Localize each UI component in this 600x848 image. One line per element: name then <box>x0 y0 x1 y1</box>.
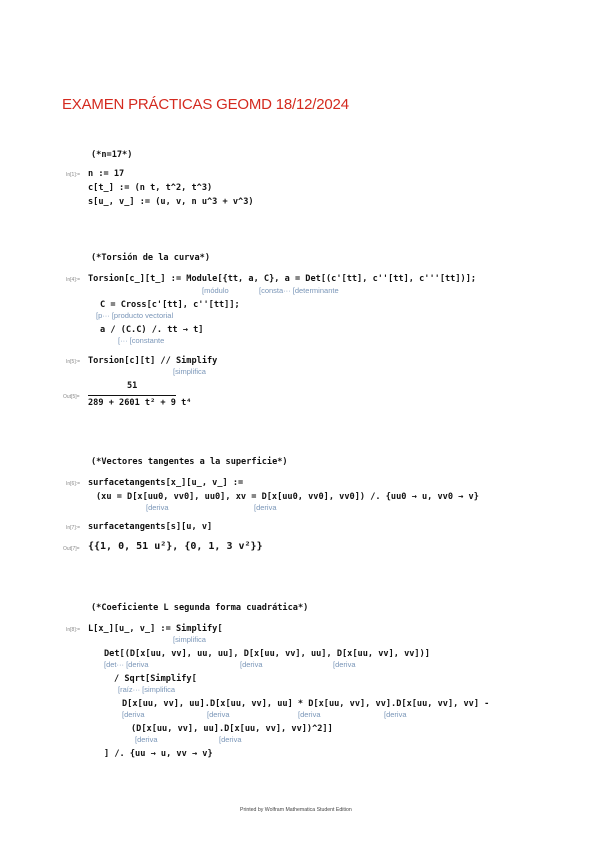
fraction-denominator: 289 + 2601 t² + 9 t⁴ <box>88 398 192 408</box>
comment-tangentes: (*Vectores tangentes a la superficie*) <box>91 457 288 467</box>
code-line-surfacetangents-def[interactable]: surfacetangents[x_][u_, v_] := <box>88 478 244 488</box>
hint-simplifica-l: [simplifica <box>173 635 206 644</box>
hint-deriva-xv: [deriva <box>254 503 277 512</box>
hint-deriva-5b: [deriva <box>219 735 242 744</box>
code-line-square[interactable]: (D[x[uu, vv], uu].D[x[uu, vv], vv])^2]] <box>131 724 333 734</box>
input-label-1: In[1]:= <box>66 172 81 178</box>
hint-det: [consta··· [determinante <box>259 286 339 295</box>
input-label-8: In[8]:= <box>66 627 81 633</box>
code-line-det[interactable]: Det[(D[x[uu, vv], uu, uu], D[x[uu, vv], uu], D[x[uu, vv], vv])] <box>104 649 430 659</box>
code-line-n[interactable]: n := 17 <box>88 169 125 179</box>
hint-deriva-5a: [deriva <box>135 735 158 744</box>
comment-n: (*n=17*) <box>91 150 133 160</box>
hint-det-deriva: [det··· [deriva <box>104 660 149 669</box>
hint-deriva-2: [deriva <box>240 660 263 669</box>
code-line-product[interactable]: D[x[uu, vv], uu].D[x[uu, vv], uu] * D[x[uu, vv], vv].D[x[uu, vv], vv] - <box>122 699 490 709</box>
hint-deriva-4c: [deriva <box>298 710 321 719</box>
code-line-surfacetangents-body[interactable]: (xu = D[x[uu0, vv0], uu0], xv = D[x[uu0, vv0], vv0]) /. {uu0 → u, vv0 → v} <box>96 492 479 502</box>
output-label-5: Out[5]= <box>63 394 80 400</box>
code-line-simplify[interactable]: Torsion[c][t] // Simplify <box>88 356 218 366</box>
code-line-sqrt[interactable]: / Sqrt[Simplify[ <box>114 674 197 684</box>
input-label-7: In[7]:= <box>66 525 81 531</box>
hint-modulo: [módulo <box>202 286 229 295</box>
code-line-c[interactable]: c[t_] := (n t, t^2, t^3) <box>88 183 213 193</box>
hint-cross: [p··· [producto vectorial <box>96 311 174 320</box>
comment-coef-l: (*Coeficiente L segunda forma cuadrática*) <box>91 603 309 613</box>
footer-note: Printed by Wolfram Mathematica Student Edition <box>240 807 352 813</box>
input-label-4: In[4]:= <box>66 277 81 283</box>
code-line-surfacetangents-call[interactable]: surfacetangents[s][u, v] <box>88 522 213 532</box>
code-line-cross[interactable]: C = Cross[c'[tt], c''[tt]]; <box>100 300 240 310</box>
code-line-torsion-def[interactable]: Torsion[c_][t_] := Module[{tt, a, C}, a = Det[(c'[tt], c''[tt], c'''[tt])]; <box>88 274 477 284</box>
hint-deriva-4a: [deriva <box>122 710 145 719</box>
input-label-6: In[6]:= <box>66 481 81 487</box>
tangent-output: {{1, 0, 51 u²}, {0, 1, 3 v²}} <box>88 541 263 552</box>
hint-deriva-xu: [deriva <box>146 503 169 512</box>
hint-simplifica: [simplifica <box>173 367 206 376</box>
code-line-replace[interactable]: ] /. {uu → u, vv → v} <box>104 749 213 759</box>
hint-deriva-4b: [deriva <box>207 710 230 719</box>
hint-raiz-simplifica: [raíz··· [simplifica <box>118 685 176 694</box>
code-line-s[interactable]: s[u_, v_] := (u, v, n u^3 + v^3) <box>88 197 254 207</box>
code-line-return[interactable]: a / (C.C) /. tt → t] <box>100 325 204 335</box>
output-label-7: Out[7]= <box>63 546 80 552</box>
comment-torsion: (*Torsión de la curva*) <box>91 253 210 263</box>
hint-deriva-3: [deriva <box>333 660 356 669</box>
fraction-bar <box>88 395 176 396</box>
input-label-5: In[5]:= <box>66 359 81 365</box>
document-title: EXAMEN PRÁCTICAS GEOMD 18/12/2024 <box>62 96 349 113</box>
hint-deriva-4d: [deriva <box>384 710 407 719</box>
code-line-l-def[interactable]: L[x_][u_, v_] := Simplify[ <box>88 624 223 634</box>
fraction-numerator: 51 <box>127 381 138 391</box>
hint-constante: [··· [constante <box>118 336 165 345</box>
